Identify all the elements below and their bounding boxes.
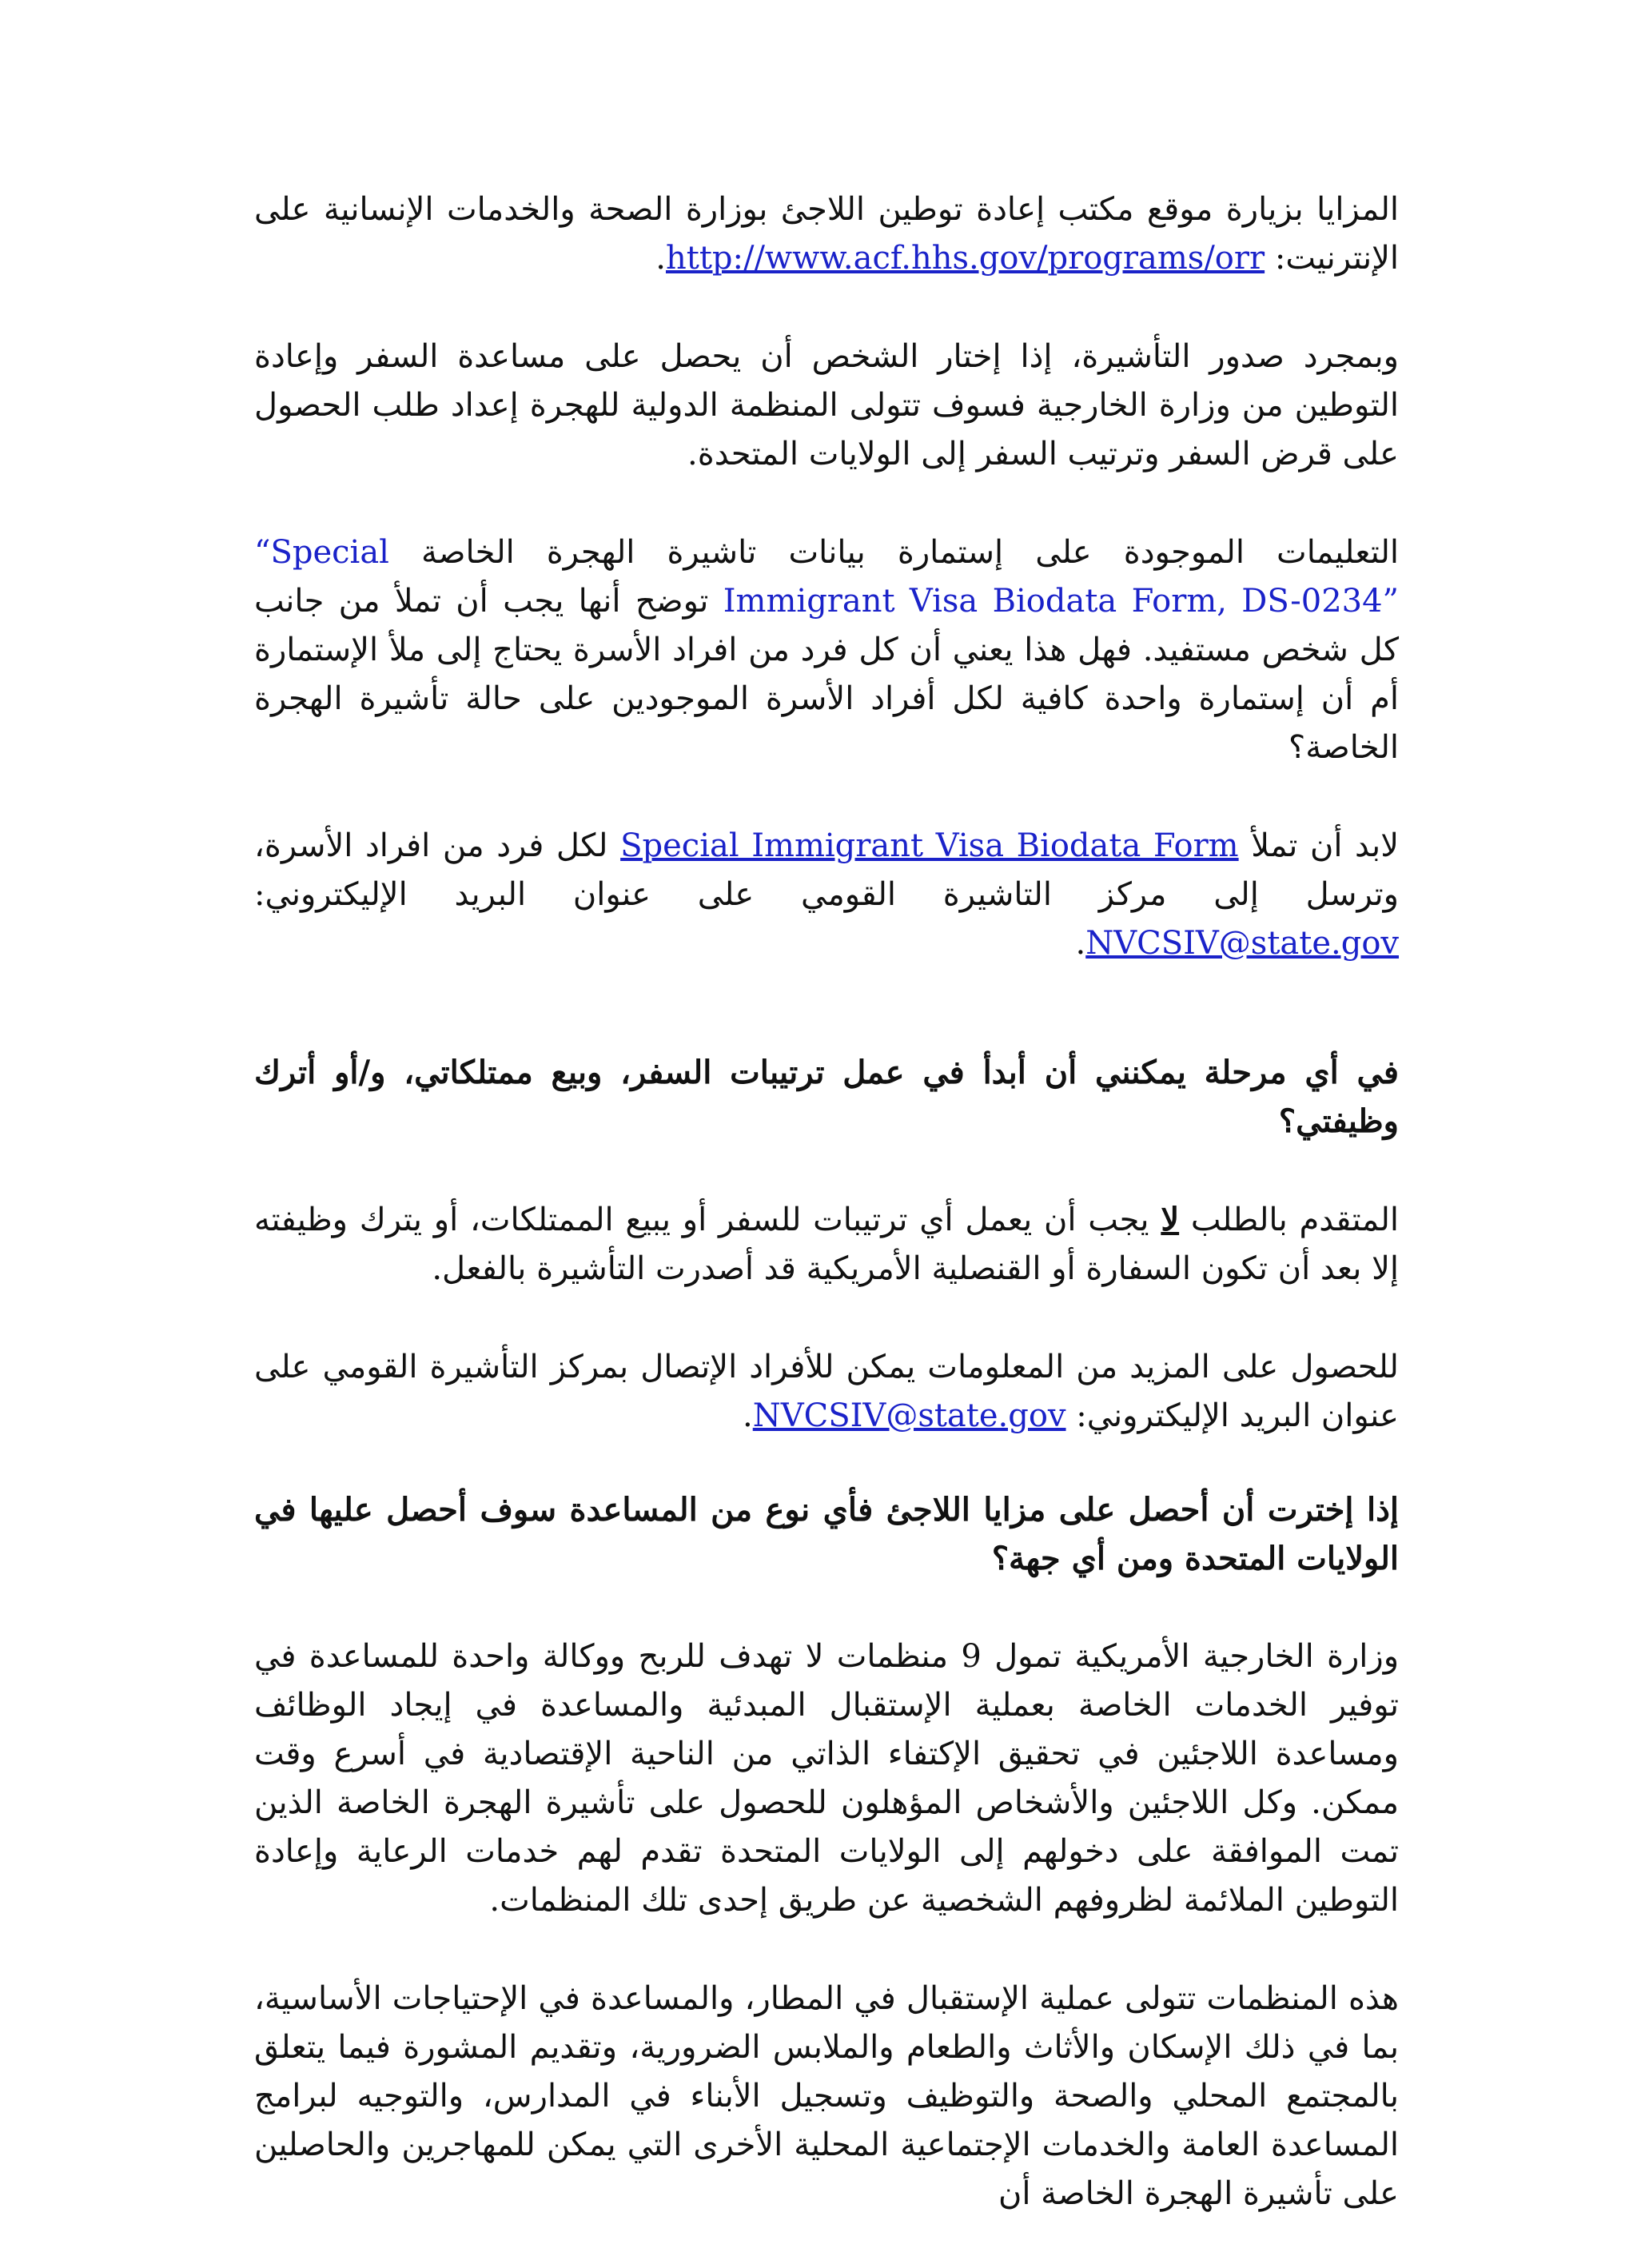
paragraph-travel-assistance: وبمجرد صدور التأشيرة، إذا إختار الشخص أن يحصل على مساعدة السفر وإعادة التوطين من وزارة الخارجية فسوف تتولى المنظمة الدولية للهجرة إعداد طلب الحصول على قرض السفر وترتيب السفر إلى الولايات المتحدة.	[254, 338, 1399, 472]
paragraph-text: توضح أنها يجب أن تملأ من جانب كل شخص مستفيد. فهل هذا يعني أن كل فرد من افراد الأسرة يحتاج إلى ملأ الإستمارة أم أن إستمارة واحدة كافية لكل أفراد الأسرة الموجودين على حالة تأشيرة الهجرة الخاصة؟	[254, 583, 1400, 766]
paragraph-text: يجب أن يعمل أي ترتيبات للسفر أو يبيع الممتلكات، أو يترك وظيفته إلا بعد أن تكون السفارة أو القنصلية الأمريكية قد أصدرت التأشيرة بالفعل.	[254, 1202, 1399, 1287]
orr-website-link[interactable]: http://www.acf.hhs.gov/programs/orr	[665, 240, 1265, 277]
paragraph-state-department-funding: وزارة الخارجية الأمريكية تمول 9 منظمات لا تهدف للربح ووكالة واحدة للمساعدة في توفير الخدمات الخاصة بعملية الإستقبال المبدئية والمساعدة في إيجاد الوظائف ومساعدة اللاجئين في تحقيق الإكتفاء الذاتي من الناحية الإقتصادية في أسرع وقت ممكن. وكل اللاجئين والأشخاص المؤهلون للحصول على تأشيرة الهجرة الخاصة الذين تمت الموافقة على دخولهم إلى الولايات المتحدة تقدم لهم خدمات الرعاية وإعادة التوطين الملائمة لظروفهم الشخصية عن طريق إحدى تلك المنظمات.	[254, 1638, 1400, 1919]
document-body	[254, 185, 1399, 2268]
nvc-email-link[interactable]: NVCSIV@state.gov	[752, 1397, 1066, 1434]
paragraph-more-info	[254, 1343, 1399, 1441]
paragraph-organization-services: هذه المنظمات تتولى عملية الإستقبال في المطار، والمساعدة في الإحتياجات الأساسية، بما في ذلك الإسكان والأثاث والطعام والملابس الضرورية، وتقديم المشورة فيما يتعلق بالمجتمع المحلي والصحة والتوظيف وتسجيل الأبناء في المدارس، والتوجيه لبرامج المساعدة العامة والخدمات الإجتماعية المحلية الأخرى التي يمكن للمهاجرين والحاصلين على تأشيرة الهجرة الخاصة أن	[254, 1980, 1400, 2212]
nvc-email-link[interactable]: NVCSIV@state.gov	[1085, 925, 1399, 962]
emphasis-not: لا	[1161, 1201, 1180, 1238]
paragraph-text: التعليمات الموجودة على إستمارة بيانات تاشيرة الهجرة الخاصة	[388, 534, 1399, 571]
period: .	[655, 240, 666, 277]
section-heading-travel-arrangements: في أي مرحلة يمكنني أن أبدأ في عمل ترتيبات السفر، وبيع ممتلكاتي، و/أو أترك وظيفتي؟	[254, 1054, 1399, 1140]
paragraph-text: المتقدم بالطلب	[1179, 1202, 1399, 1238]
biodata-form-link[interactable]: Special Immigrant Visa Biodata Form	[620, 827, 1239, 864]
section-heading-refugee-benefits: إذا إخترت أن أحصل على مزايا اللاجئ فأي نوع من المساعدة سوف أحصل عليها في الولايات المتحدة ومن أي جهة؟	[254, 1491, 1399, 1577]
paragraph-do-not-travel	[254, 1195, 1399, 1293]
paragraph-text: المزايا بزيارة موقع مكتب إعادة توطين اللاجئ بوزارة الصحة والخدمات الإنسانية على الإنترنيت:	[254, 191, 1399, 277]
paragraph-orr-website	[254, 185, 1399, 283]
paragraph-text: لابد أن تملأ	[1238, 827, 1400, 864]
paragraph-text: لكل فرد من افراد الأسرة، وترسل إلى مركز التاشيرة القومي على عنوان البريد الإليكتروني:	[254, 827, 1399, 913]
paragraph-biodata-answer	[254, 822, 1399, 968]
period: .	[743, 1397, 753, 1434]
period: .	[1075, 925, 1086, 962]
biodata-form-name: “Special Immigrant Visa Biodata Form, DS-0234”	[254, 534, 1400, 620]
paragraph-biodata-question	[254, 528, 1399, 772]
paragraph-text: للحصول على المزيد من المعلومات يمكن للأفراد الإتصال بمركز التأشيرة القومي على عنوان البريد الإليكتروني:	[254, 1349, 1399, 1434]
